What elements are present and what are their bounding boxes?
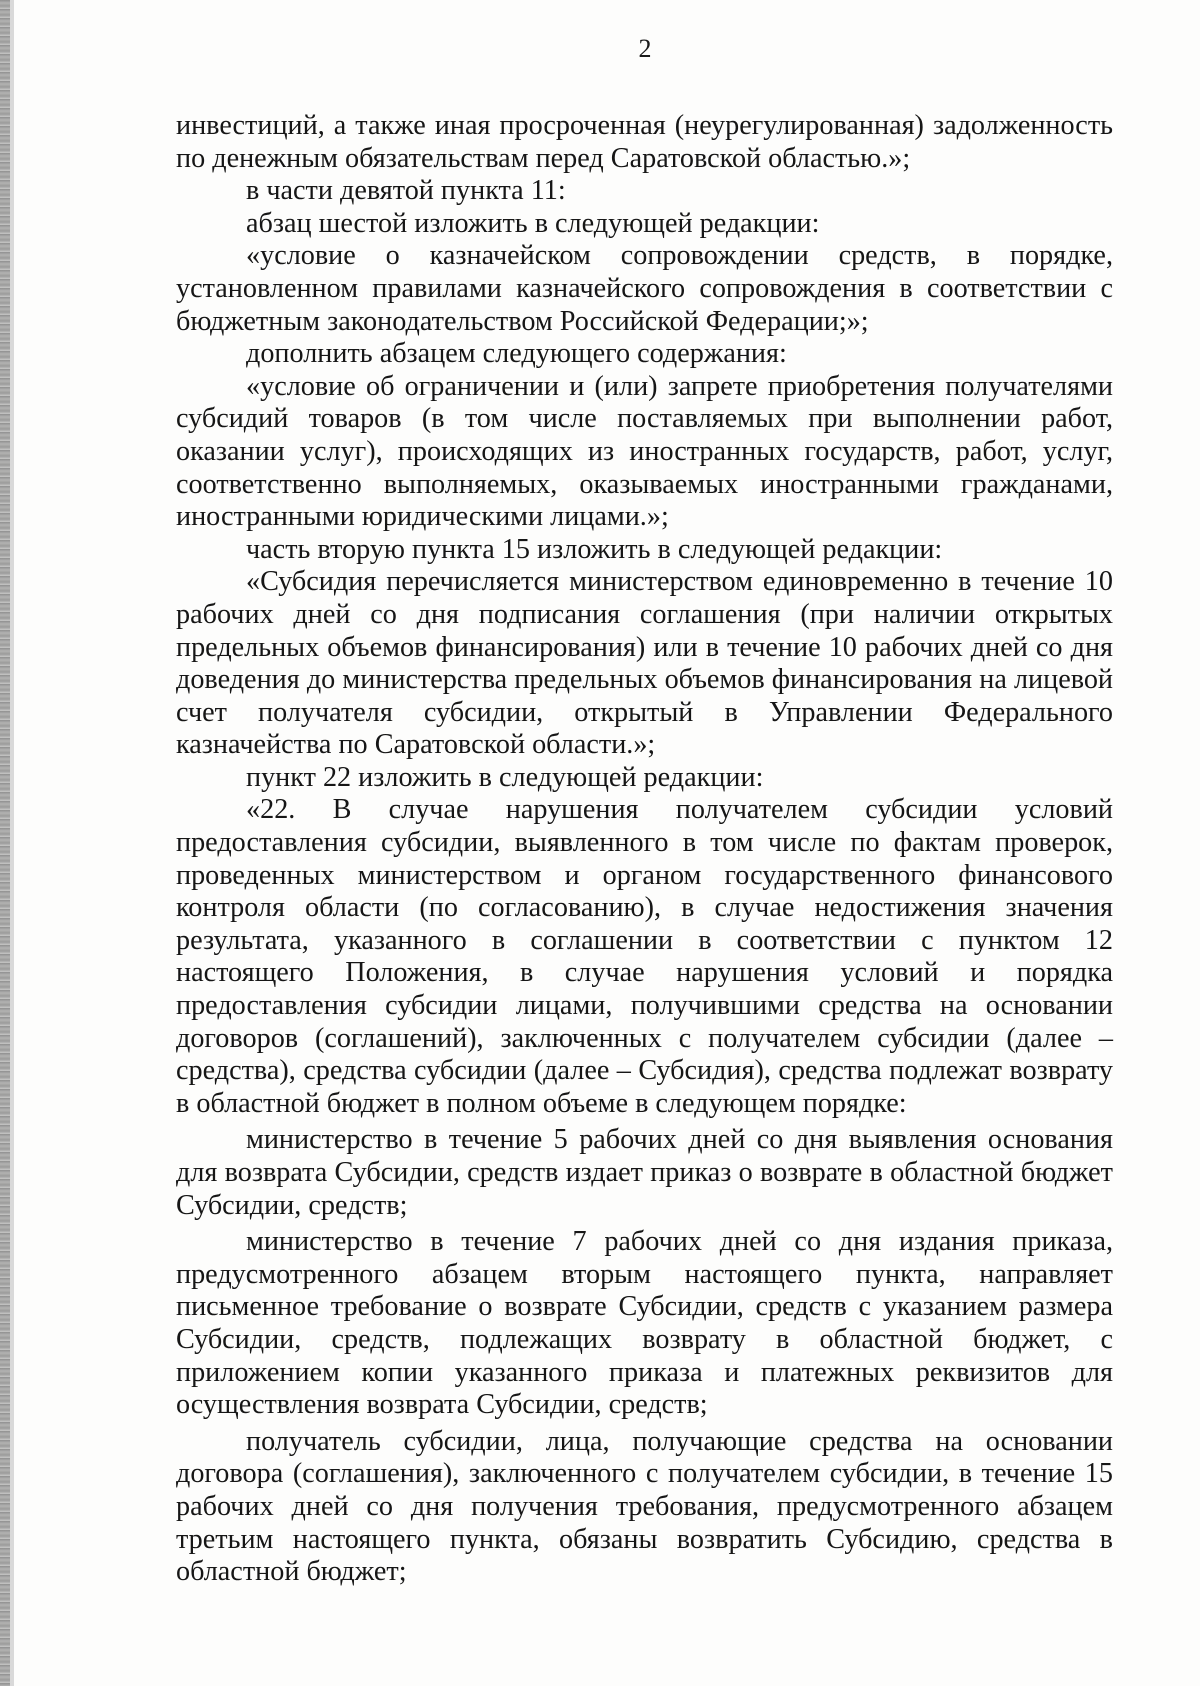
- paragraph: «22. В случае нарушения получателем субсидии условий предоставления субсидии, выявленного в том числе по фактам проверок, проведенных министерством и органом государственного финансового контроля области (по согласованию), в случае недостижения значения результата, указанного в соглашении в соответствии с пунктом 12 настоящего Положения, в случае нарушения условий и порядка предоставления субсидии лицами, получившими средства на основании договоров (соглашений), заключенных с получателем субсидии (далее – средства), средства субсидии (далее – Субсидия), средства подлежат возврату в областной бюджет в полном объеме в следующем порядке:: [176, 794, 1113, 1119]
- scan-edge-shadow: [10, 0, 14, 1686]
- paragraph: в части девятой пункта 11:: [246, 175, 566, 207]
- paragraph: получатель субсидии, лица, получающие средства на основании договора (соглашения), заключенного с получателем субсидии, в течение 15 рабочих дней со дня получения требования, предусмотренного абзацем третьим настоящего пункта, обязаны возвратить Субсидию, средства в областной бюджет;: [176, 1425, 1113, 1588]
- page-number: 2: [638, 34, 652, 63]
- paragraph: дополнить абзацем следующего содержания:: [246, 338, 787, 370]
- paragraph: инвестиций, а также иная просроченная (неурегулированная) задолженность по денежным обязательствам перед Саратовской областью.»;: [176, 110, 1113, 174]
- paragraph: «условие об ограничении и (или) запрете приобретения получателями субсидий товаров (в том числе поставляемых при выполнении работ, оказании услуг), происходящих из иностранных государств, работ, услуг, соответственно выполняемых, оказываемых иностранными гражданами, иностранными юридическими лицами.»;: [176, 370, 1113, 533]
- document-body: [176, 110, 1113, 1589]
- paragraph: министерство в течение 5 рабочих дней со дня выявления основания для возврата Субсидии, средств издает приказ о возврате в областной бюджет Субсидии, средств;: [176, 1124, 1113, 1221]
- scan-edge: [0, 0, 10, 1686]
- paragraph: министерство в течение 7 рабочих дней со дня издания приказа, предусмотренного абзацем вторым настоящего пункта, направляет письменное требование о возврате Субсидии, средств с указанием размера Субсидии, средств, подлежащих возврату в областной бюджет, с приложением копии указанного приказа и платежных реквизитов для осуществления возврата Субсидии, средств;: [176, 1226, 1113, 1421]
- paragraph: «условие о казначейском сопровождении средств, в порядке, установленном правилами казначейского сопровождения в соответствии с бюджетным законодательством Российской Федерации;»;: [176, 240, 1113, 337]
- paragraph: абзац шестой изложить в следующей редакции:: [246, 207, 820, 239]
- paragraph: часть вторую пункта 15 изложить в следующей редакции:: [246, 533, 943, 565]
- paragraph: «Субсидия перечисляется министерством единовременно в течение 10 рабочих дней со дня подписания соглашения (при наличии открытых предельных объемов финансирования) или в течение 10 рабочих дней со дня доведения до министерства предельных объемов финансирования на лицевой счет получателя субсидии, открытый в Управлении Федерального казначейства по Саратовской области.»;: [176, 566, 1113, 761]
- paragraph: пункт 22 изложить в следующей редакции:: [246, 761, 764, 793]
